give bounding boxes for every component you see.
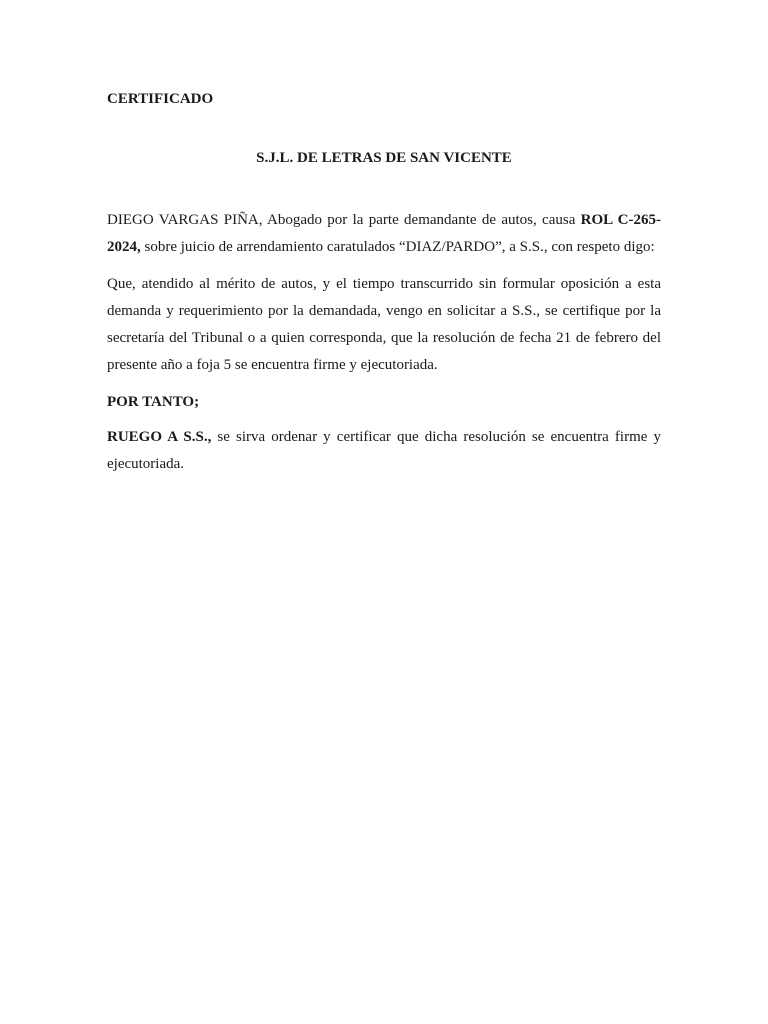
closing-paragraph (107, 424, 661, 478)
intro-text-end: sobre juicio de arrendamiento caratulados “DIAZ/PARDO”, a S.S., con respeto digo: (140, 239, 655, 255)
document-title: CERTIFICADO (107, 91, 214, 107)
court-heading: S.J.L. DE LETRAS DE SAN VICENTE (256, 150, 512, 166)
por-tanto (107, 389, 661, 416)
intro-text-start: DIEGO VARGAS PIÑA, Abogado por la parte demandante de autos, causa (107, 212, 581, 228)
request-paragraph: Que, atendido al mérito de autos, y el tiempo transcurrido sin formular oposición a esta demanda y requerimiento por la demandada, vengo en solicitar a S.S., se certifique por la secretaría del Tribunal o a quien corresponda, que la resolución de fecha 21 de febrero del presente año a foja 5 se encuentra firme y ejecutoriada. (107, 276, 661, 373)
ruego-text: RUEGO A S.S., (107, 429, 212, 445)
closing-text: se sirva ordenar y certificar que dicha resolución se encuentra firme y ejecutoriada. (107, 429, 661, 472)
document-body (107, 207, 661, 488)
intro-paragraph (107, 207, 661, 261)
por-tanto-text: POR TANTO; (107, 394, 200, 410)
case-number: ROL C-265-2024, (107, 212, 661, 255)
